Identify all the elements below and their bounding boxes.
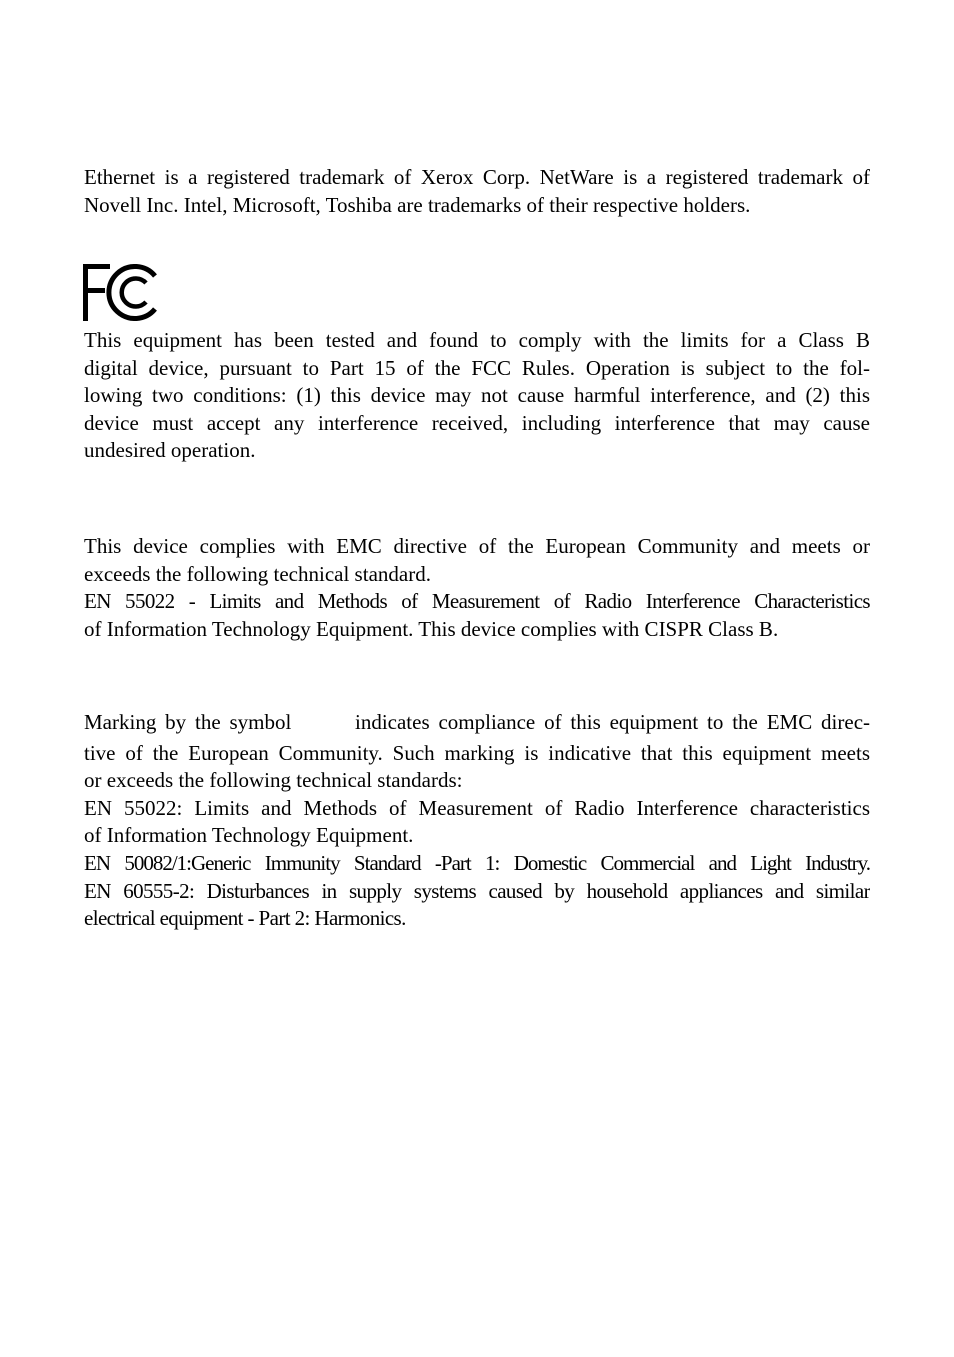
ce-line-5: of Information Technology Equipment. bbox=[84, 823, 414, 848]
fcc-line-3: lowing two conditions: (1) this device may not cause harmful interference, and (2) this bbox=[84, 383, 870, 408]
fcc-statement bbox=[84, 327, 870, 465]
emc-line-4: of Information Technology Equipment. This device complies with CISPR Class B. bbox=[84, 616, 779, 641]
emc-statement bbox=[84, 533, 870, 643]
ce-line-1-before: Marking by the symbol bbox=[84, 710, 292, 734]
fcc-line-2: digital device, pursuant to Part 15 of the FCC Rules. Operation is subject to the fol- bbox=[84, 355, 870, 380]
ce-line-1-after: indicates compliance of this equipment to the EMC direc- bbox=[355, 710, 870, 734]
trademarks-paragraph bbox=[84, 164, 870, 219]
ce-line-3: or exceeds the following technical standards: bbox=[84, 768, 463, 793]
emc-line-3: EN 55022 - Limits and Methods of Measurement of Radio Interference Characteristics bbox=[84, 589, 870, 614]
fcc-line-4: device must accept any interference received, including interference that may cause bbox=[84, 410, 870, 435]
ce-line-7: EN 60555-2: Disturbances in supply systems caused by household appliances and similar bbox=[84, 878, 870, 903]
ce-line-6: EN 50082/1:Generic Immunity Standard -Part 1: Domestic Commercial and Light Industry. bbox=[84, 850, 870, 875]
fcc-line-5: undesired operation. bbox=[84, 438, 256, 463]
ce-line-4: EN 55022: Limits and Methods of Measurement of Radio Interference characteristics bbox=[84, 795, 870, 820]
emc-line-2: exceeds the following technical standard. bbox=[84, 561, 431, 586]
ce-line-2: tive of the European Community. Such marking is indicative that this equipment meets bbox=[84, 740, 870, 765]
fcc-line-1: This equipment has been tested and found to comply with the limits for a Class B bbox=[84, 328, 870, 352]
ce-line-1 bbox=[84, 709, 870, 737]
fcc-logo-icon bbox=[83, 264, 163, 321]
ce-line-8: electrical equipment - Part 2: Harmonics. bbox=[84, 906, 406, 931]
emc-line-1: This device complies with EMC directive of the European Community and meets or bbox=[84, 534, 870, 558]
ce-mark-icon bbox=[300, 714, 346, 734]
trademarks-line-2: Novell Inc. Intel, Microsoft, Toshiba are trademarks of their respective holders. bbox=[84, 192, 751, 217]
trademarks-line-1: Ethernet is a registered trademark of Xerox Corp. NetWare is a registered trademark of bbox=[84, 165, 870, 189]
ce-statement bbox=[84, 709, 870, 933]
